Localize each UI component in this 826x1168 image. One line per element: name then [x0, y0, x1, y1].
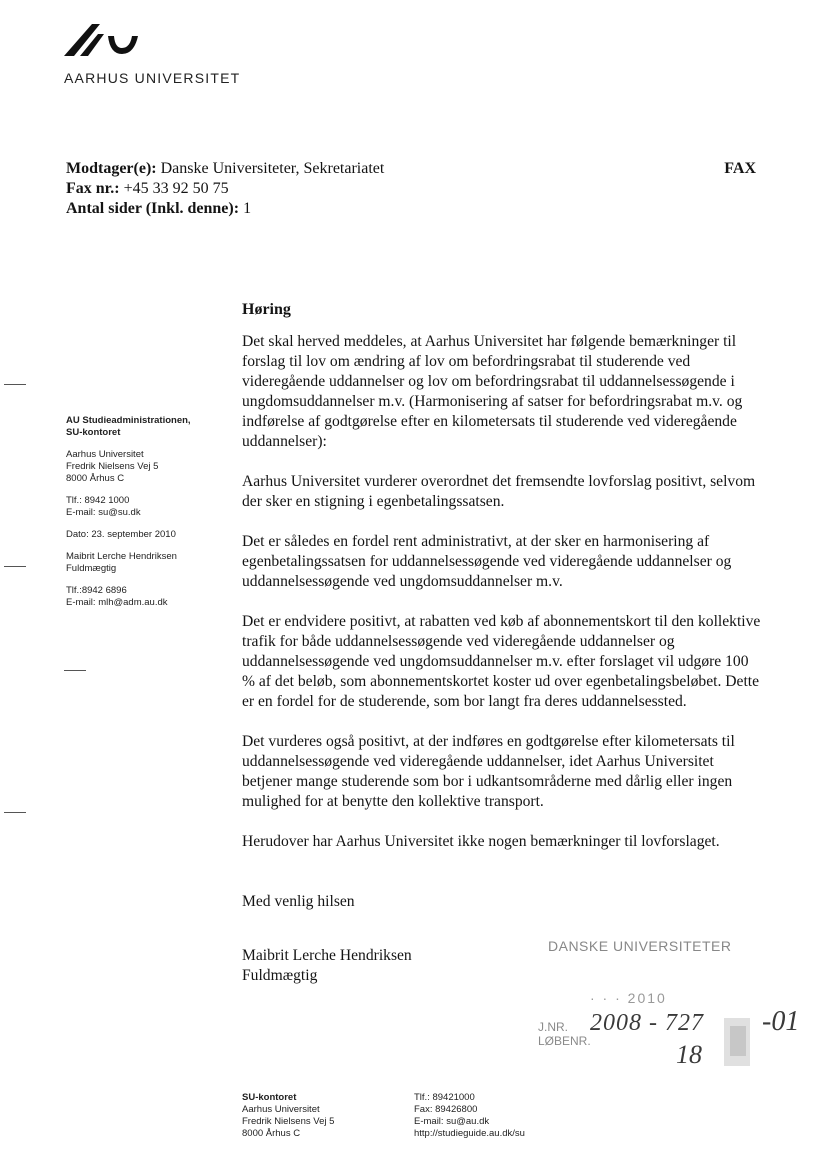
addr-line1: Aarhus Universitet	[66, 449, 144, 460]
handwritten-jnr: 2008 - 727	[590, 1010, 704, 1036]
stamp-jnr-label: J.NR.	[538, 1020, 568, 1034]
handwritten-suffix: -01	[762, 1006, 800, 1037]
pages-line	[66, 200, 251, 218]
pages-label: Antal sider (Inkl. denne):	[66, 200, 240, 217]
fold-mark	[64, 670, 86, 671]
paragraph: Aarhus Universitet vurderer overordnet det fremsendte lovforslag positivt, selvom der sker en stigning i egenbetalingssatsen.	[242, 473, 756, 510]
letter-heading: Høring	[242, 301, 291, 318]
contact-name: Maibrit Lerche Hendriksen	[66, 551, 177, 562]
footer-addr-line3: 8000 Århus C	[242, 1128, 301, 1139]
contact-email: E-mail: mlh@adm.au.dk	[66, 597, 168, 608]
sender-email: E-mail: su@su.dk	[66, 507, 141, 518]
stamp-lobenr-label: LØBENR.	[538, 1034, 591, 1048]
addr-line2: Fredrik Nielsens Vej 5	[66, 461, 159, 472]
addr-line3: 8000 Århus C	[66, 473, 125, 484]
paragraph: Det er således en fordel rent administrativt, at der sker en harmonisering af egenbetalingssatsen for uddannelsessøgende ved videregående uddannelser og uddannelsessøgende ved ungdomsuddannelser m.v.	[242, 533, 732, 590]
signer-name: Maibrit Lerche Hendriksen	[242, 947, 412, 964]
pages-value: 1	[243, 200, 252, 217]
stamp-date: · · · 2010	[590, 990, 667, 1006]
faxnr-value: +45 33 92 50 75	[123, 180, 229, 197]
footer-fax: Fax: 89426800	[414, 1104, 478, 1115]
fold-mark	[4, 566, 26, 567]
fold-mark	[4, 384, 26, 385]
stamp-title: DANSKE UNIVERSITETER	[548, 938, 732, 954]
aarhus-university-logo-icon	[62, 18, 142, 60]
dept-line1: AU Studieadministrationen,	[66, 415, 191, 426]
footer-addr-line1: Aarhus Universitet	[242, 1104, 320, 1115]
recipient-line	[66, 160, 384, 178]
doc-type-label: FAX	[724, 160, 756, 177]
closing: Med venlig hilsen	[242, 893, 355, 910]
footer-web: http://studieguide.au.dk/su	[414, 1128, 525, 1139]
letter-date: Dato: 23. september 2010	[66, 529, 176, 540]
sender-phone: Tlf.: 8942 1000	[66, 495, 130, 506]
paragraph: Herudover har Aarhus Universitet ikke nogen bemærkninger til lovforslaget.	[242, 833, 720, 850]
sender-sidebar	[66, 415, 226, 619]
stamp-smudge-icon	[720, 1012, 756, 1072]
paragraph: Det er endvidere positivt, at rabatten ved køb af abonnementskort til den kollektive trafik for både uddannelsessøgende ved videregående uddannelser og uddannelsessøgende ved ungdomsuddannelser m.v. efter forslaget vil udgøre 100 % af det beløb, som abonnementskortet koster ud over egenbetalingsbeløbet. Dette er en fordel for de studerende, som bor langt fra deres uddannelsessted.	[242, 613, 761, 710]
paragraph: Det vurderes også positivt, at der indføres en godtgørelse efter kilometersats til uddannelsessøgende ved videregående uddannelser, idet Aarhus Universitet betjener mange studerende som bor i udkantsområderne med dårlig eller ingen mulighed for at benytte den kollektive transport.	[242, 733, 735, 810]
recipient-value: Danske Universiteter, Sekretariatet	[160, 160, 385, 177]
fold-mark	[4, 812, 26, 813]
footer-address	[242, 1092, 334, 1140]
footer-office: SU-kontoret	[242, 1092, 297, 1103]
handwritten-lobenr: 18	[676, 1040, 702, 1069]
recipient-label: Modtager(e):	[66, 160, 157, 177]
stamp-labels	[538, 1020, 591, 1048]
dept-line2: SU-kontoret	[66, 427, 121, 438]
footer-phone: Tlf.: 89421000	[414, 1092, 475, 1103]
paragraph: Det skal herved meddeles, at Aarhus Universitet har følgende bemærkninger til forslag til lov om ændring af lov om befordringsrabat til studerende ved videregående uddannelser og lov om befordringsrabat til uddannelsessøgende i ungdomsuddannelser m.v. (Harmonisering af satser for befordringsrabat m.v. og indførelse af godtgørelse efter en kilometersats til studerende ved videregående uddannelser):	[242, 333, 743, 450]
letter-body	[242, 300, 762, 986]
faxnr-line	[66, 180, 229, 198]
footer-addr-line2: Fredrik Nielsens Vej 5	[242, 1116, 335, 1127]
signer-title: Fuldmægtig	[242, 967, 318, 984]
org-name: AARHUS UNIVERSITET	[64, 70, 241, 86]
faxnr-label: Fax nr.:	[66, 180, 120, 197]
contact-title: Fuldmægtig	[66, 563, 117, 574]
footer-email: E-mail: su@au.dk	[414, 1116, 490, 1127]
footer-contact	[414, 1092, 525, 1140]
contact-phone: Tlf.:8942 6896	[66, 585, 127, 596]
